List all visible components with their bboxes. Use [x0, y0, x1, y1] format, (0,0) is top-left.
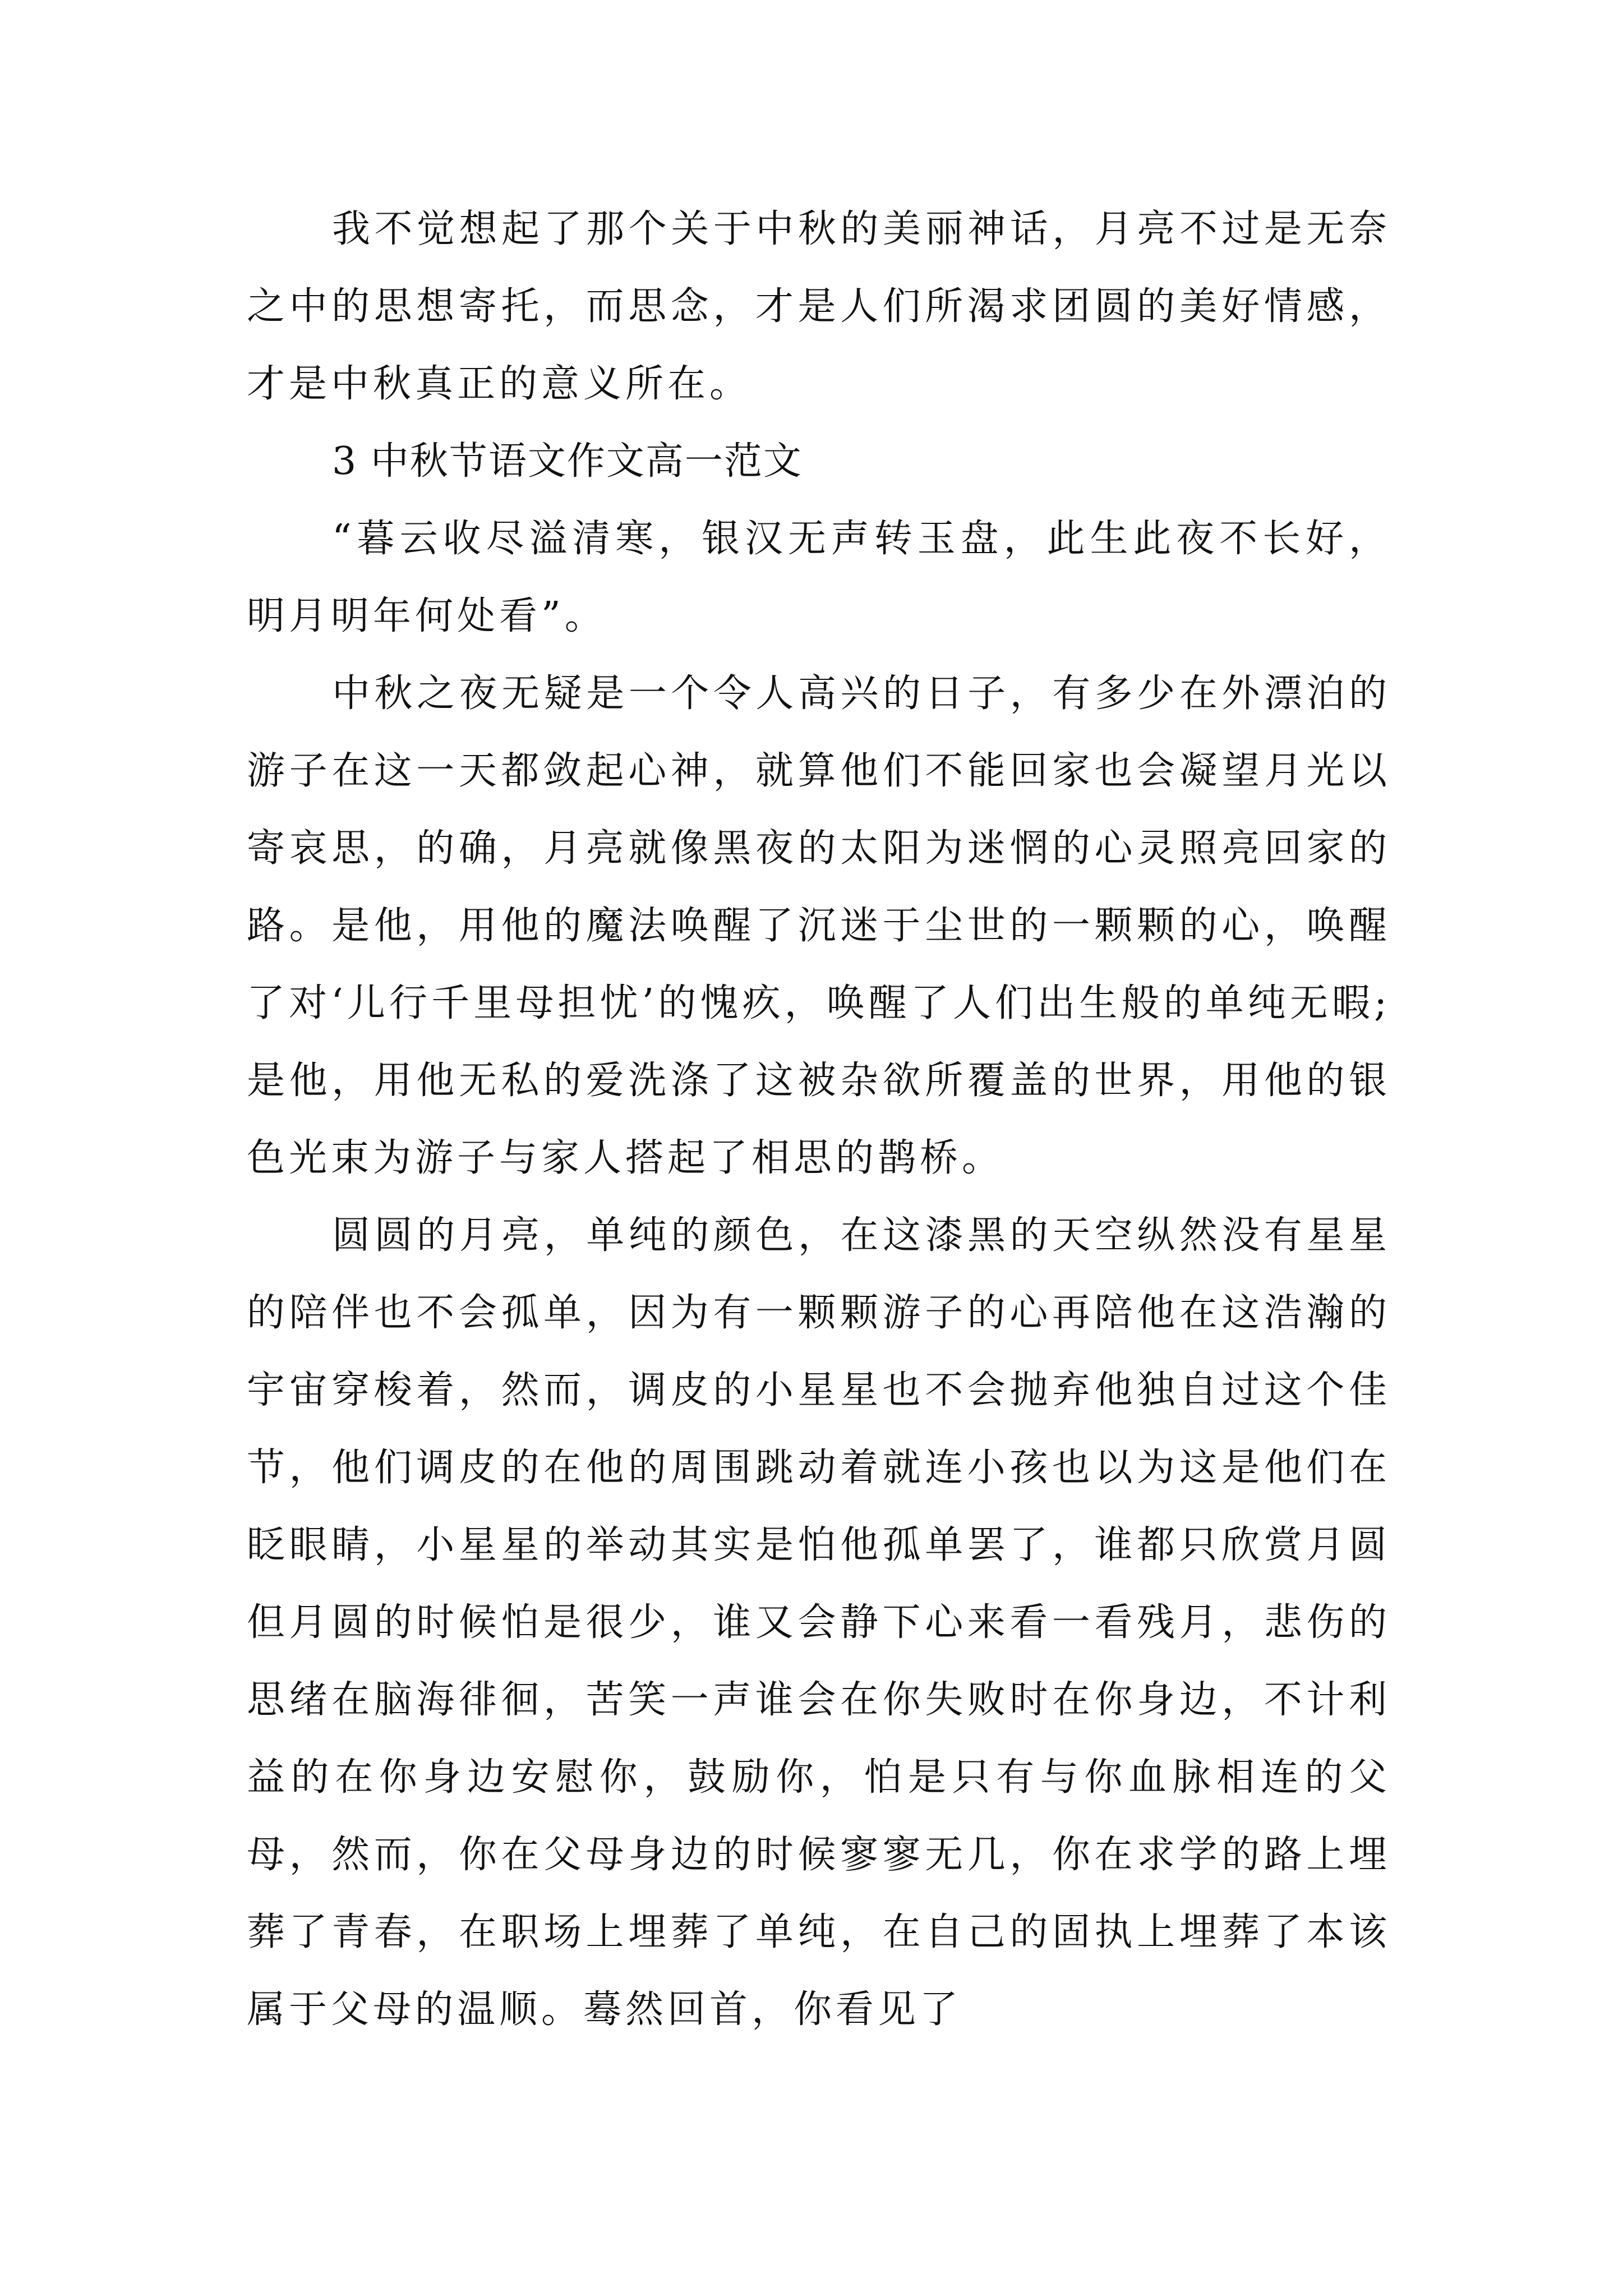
paragraph-2: 中秋之夜无疑是一个令人高兴的日子，有多少在外漂泊的游子在这一天都敛起心神，就算他们不能回家也会凝望月光以寄哀思，的确，月亮就像黑夜的太阳为迷惘的心灵照亮回家的路。是他，用他的魔法唤醒了沉迷于尘世的一颗颗的心，唤醒了对‘儿行千里母担忧’的愧疚，唤醒了人们出生般的单纯无暇;是他，用他无私的爱洗涤了这被杂欲所覆盖的世界，用他的银色光束为游子与家人搭起了相思的鹊桥。	[247, 671, 1391, 1180]
paragraph-1: 我不觉想起了那个关于中秋的美丽神话，月亮不过是无奈之中的思想寄托，而思念，才是人们所渴求团圆的美好情感，才是中秋真正的意义所在。	[247, 207, 1391, 406]
section-heading: 3 中秋节语文作文高一范文	[332, 439, 803, 484]
paragraph-3: 圆圆的月亮，单纯的颜色，在这漆黑的天空纵然没有星星的陪伴也不会孤单，因为有一颗颗游子的心再陪他在这浩瀚的宇宙穿梭着，然而，调皮的小星星也不会抛弃他独自过这个佳节，他们调皮的在他的周围跳动着就连小孩也以为这是他们在眨眼睛，小星星的举动其实是怕他孤单罢了，谁都只欣赏月圆但月圆的时候怕是很少，谁又会静下心来看一看残月，悲伤的思绪在脑海徘徊，苦笑一声谁会在你失败时在你身边，不计利益的在你身边安慰你，鼓励你，怕是只有与你血脉相连的父母，然而，你在父母身边的时候寥寥无几，你在求学的路上埋葬了青春，在职场上埋葬了单纯，在自己的固执上埋葬了本该属于父母的温顺。蓦然回首，你看见了	[247, 1213, 1391, 2032]
poem-quote-paragraph: “暮云收尽溢清寒，银汉无声转玉盘，此生此夜不长好，明月明年何处看”。	[247, 517, 1391, 638]
document-body	[247, 191, 1391, 2049]
